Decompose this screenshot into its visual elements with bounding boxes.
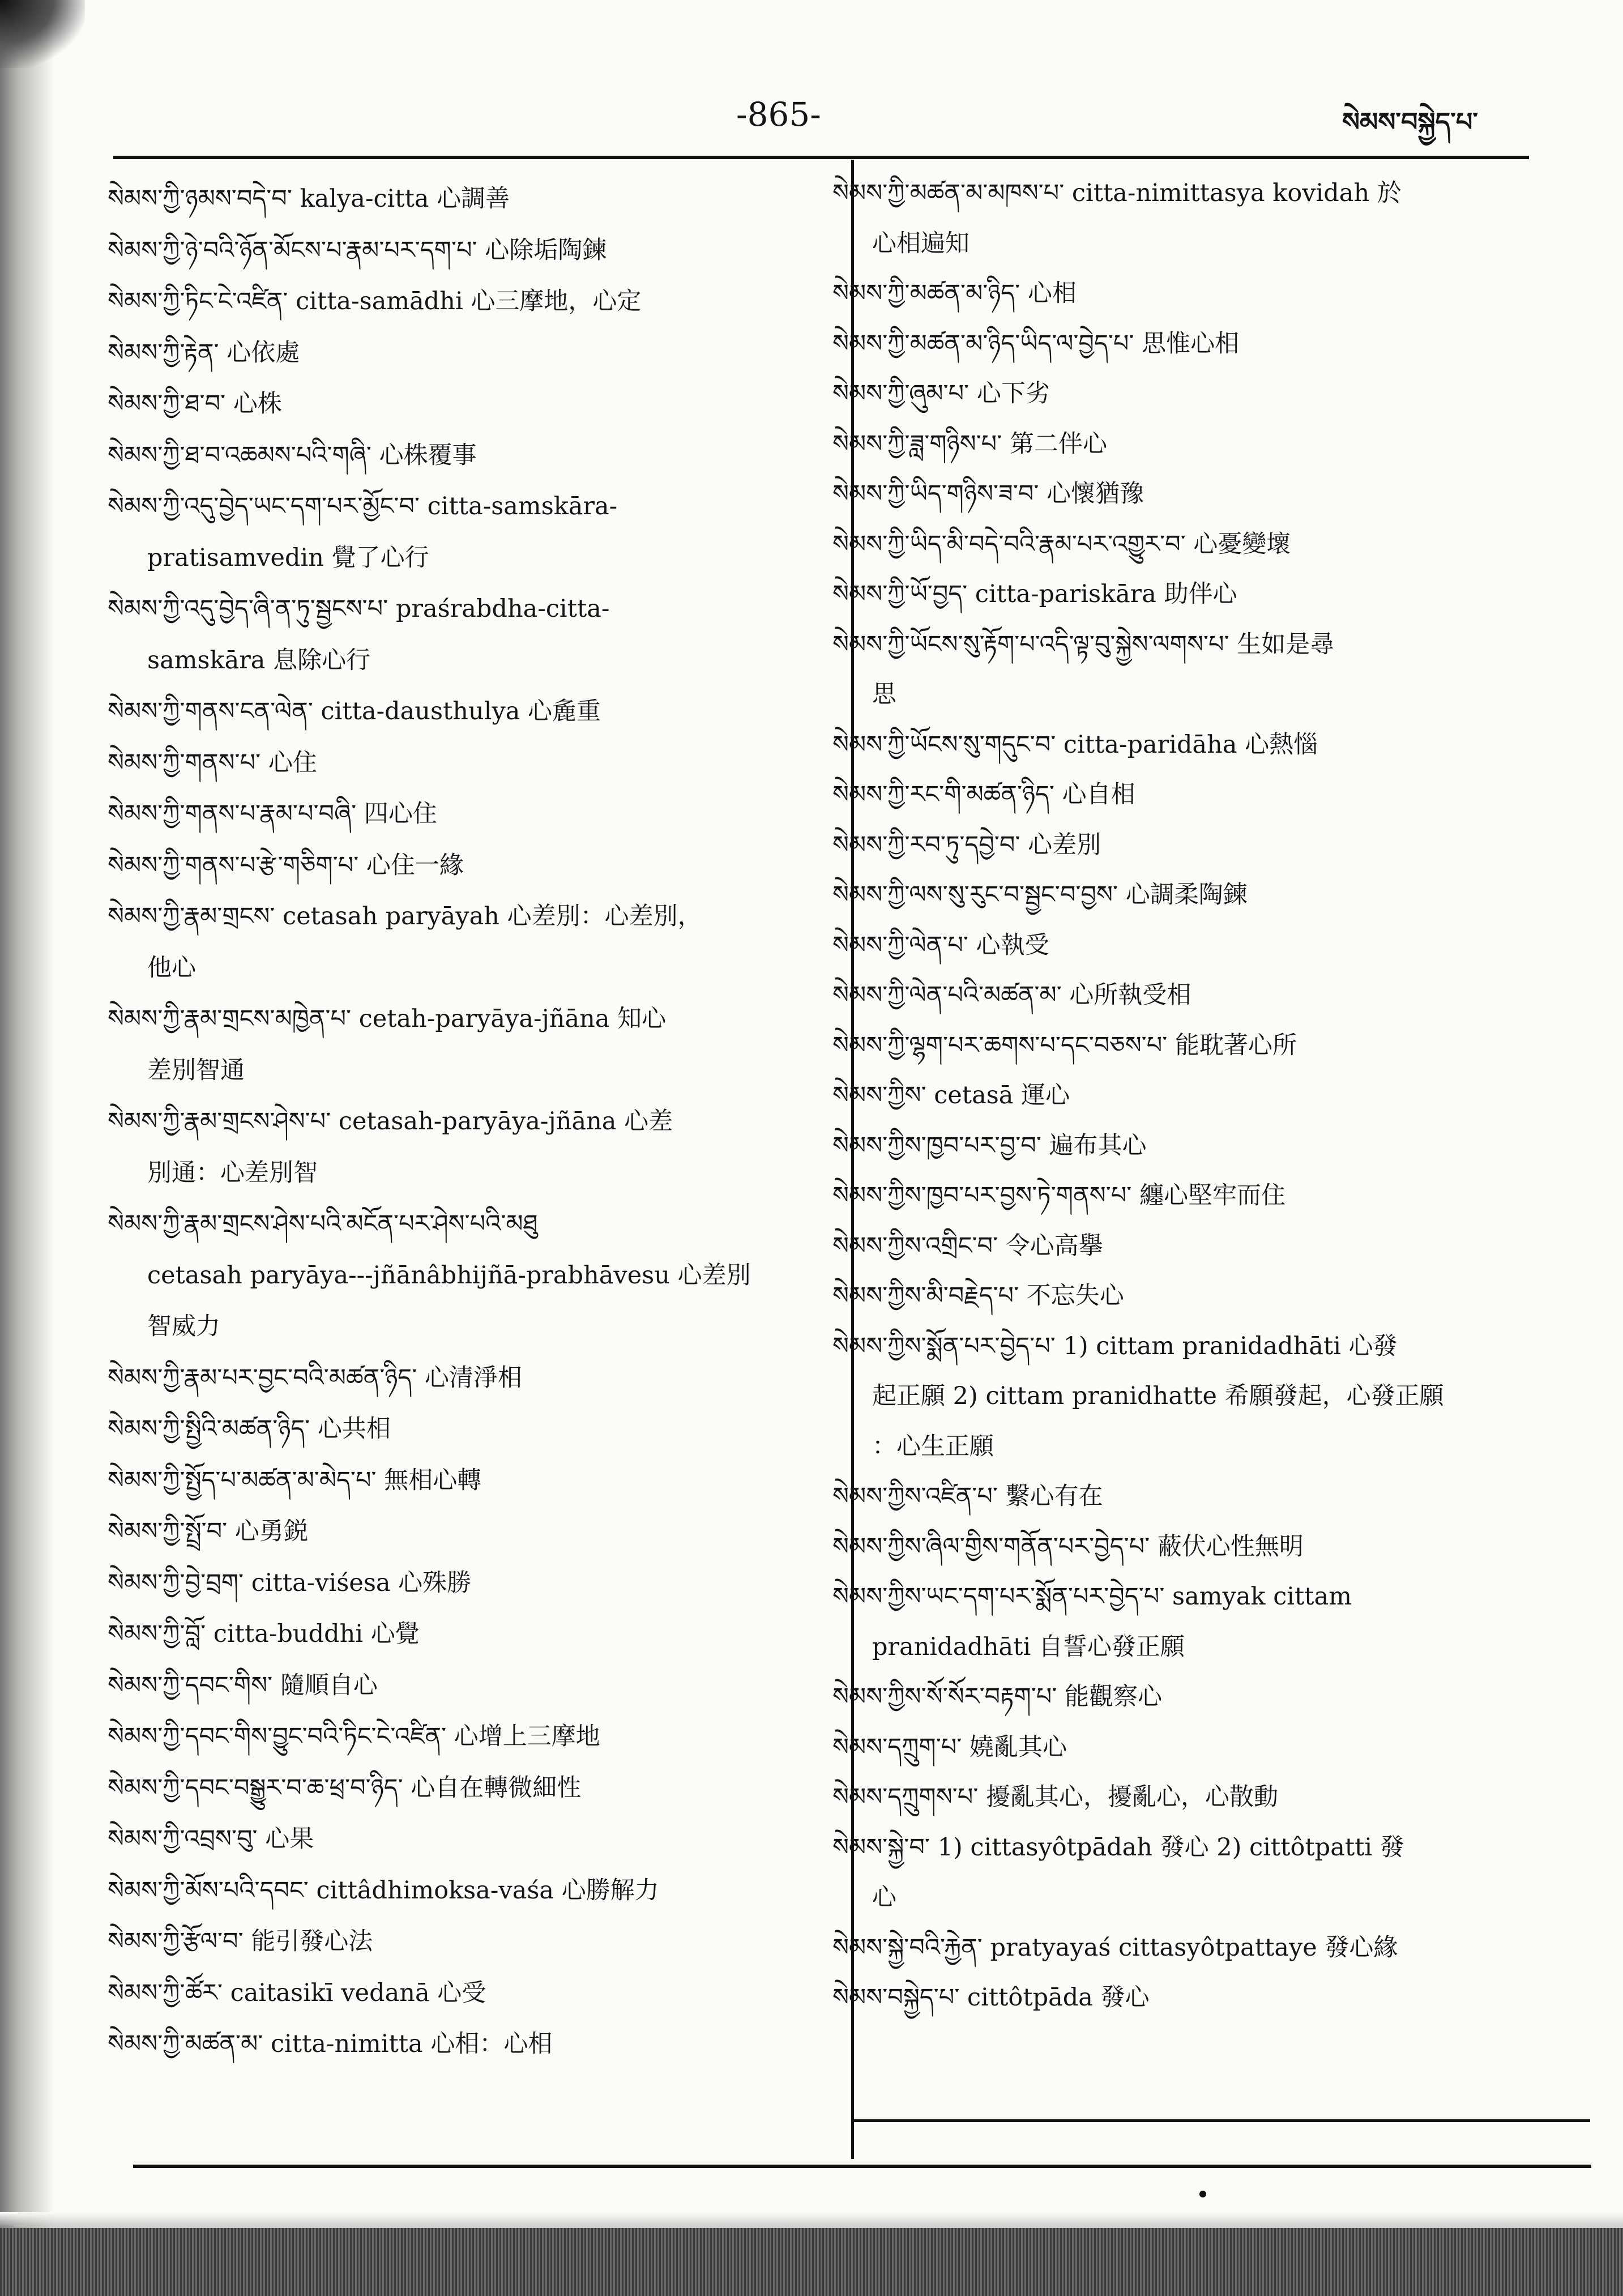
dictionary-line: སེམས་ཀྱི་གནས་ངན་ལེན་ citta-dausthulya 心麁重	[108, 697, 601, 725]
dictionary-line: 心	[872, 1883, 896, 1911]
stray-dot	[1199, 2191, 1206, 2197]
dictionary-line: 心相遍知	[872, 229, 969, 258]
dictionary-line: samskāra 息除心行	[147, 646, 371, 675]
page-number: -865-	[736, 95, 821, 134]
dictionary-line: སེམས་ཀྱི་སྤྱོད་པ་མཚན་མ་མེད་པ་ 無相心轉	[108, 1466, 482, 1495]
scan-bottom-fade	[0, 2212, 1623, 2229]
dictionary-line: སེམས་ཀྱིས་ཁྱབ་པར་བྱ་བ་ 遍布其心	[832, 1131, 1147, 1160]
dictionary-line: སེམས་ཀྱིས་འགྲིང་བ་ 令心高擧	[832, 1231, 1103, 1260]
dictionary-line: སེམས་ཀྱི་ཡིད་མི་བདེ་བའི་རྣམ་པར་འགྱུར་བ་ 心憂變壞	[832, 530, 1291, 558]
dictionary-line: སེམས་ཀྱི་ལྷག་པར་ཆགས་པ་དང་བཅས་པ་ 能耽著心所	[832, 1031, 1297, 1060]
dictionary-line: སེམས་ཀྱི་དབང་བསྒྱུར་བ་ཆ་ཕྲ་བ་ཉིད་ 心自在轉微細性	[108, 1773, 582, 1802]
dictionary-line: སེམས་ཀྱི་ཟླ་གཉིས་པ་ 第二伴心	[832, 429, 1107, 458]
dictionary-line: སེམས་ཀྱི་དབང་གིས་ 隨順自心	[108, 1671, 378, 1700]
dictionary-line: སེམས་ཀྱི་རྣམ་པར་བྱང་བའི་མཚན་ཉིད་ 心清淨相	[108, 1363, 522, 1392]
header-rule	[113, 156, 1529, 159]
dictionary-line: pranidadhāti 自誓心發正願	[872, 1632, 1185, 1661]
dictionary-line: སེམས་ཀྱི་ཏིང་ངེ་འཛིན་ citta-samādhi 心三摩地，心定	[108, 287, 642, 315]
dictionary-line: སེམས་ཀྱི་རྟེན་ 心依處	[108, 338, 300, 367]
dictionary-line: སེམས་ཀྱི་འདུ་བྱེད་ཡང་དག་པར་མྱོང་བ་ citta-samskāra-	[108, 492, 618, 520]
right-column-end-rule	[854, 2119, 1590, 2122]
dictionary-line: སེམས་ཀྱི་རབ་ཏུ་དབྱེ་བ་ 心差別	[832, 830, 1101, 859]
dictionary-line: སེམས་བསྐྱེད་པ་ cittôtpāda 發心	[832, 1983, 1150, 2012]
dictionary-line: སེམས་ཀྱི་གནས་པ་རྩེ་གཅིག་པ་ 心住一緣	[108, 851, 464, 880]
scan-corner-shadow	[0, 0, 85, 68]
dictionary-line: སེམས་ཀྱི་སྤྱིའི་མཚན་ཉིད་ 心共相	[108, 1415, 391, 1443]
dictionary-line: སེམས་ཀྱི་ཉམས་བདེ་བ་ kalya-citta 心調善	[108, 185, 510, 213]
dictionary-line: སེམས་ཀྱི་གནས་པ་ 心住	[108, 748, 317, 777]
dictionary-line: pratisamvedin 覺了心行	[147, 543, 429, 572]
dictionary-line: 差別智通	[147, 1056, 245, 1085]
dictionary-line: སེམས་ཀྱི་ཡོངས་སུ་གདུང་བ་ citta-paridāha 心熱惱	[832, 730, 1318, 759]
dictionary-line: སེམས་ཀྱི་གནས་པ་རྣམ་པ་བཞི་ 四心住	[108, 800, 437, 828]
dictionary-line: སེམས་ཀྱིས་མི་བརྗེད་པ་ 不忘失心	[832, 1282, 1124, 1310]
dictionary-line: སེམས་ཀྱི་ཡོ་བྱད་ citta-pariskāra 助伴心	[832, 580, 1237, 608]
dictionary-line: སེམས་ཀྱི་མཚན་མ་མཁས་པ་ citta-nimittasya kovidah 於	[832, 179, 1402, 207]
dictionary-line: cetasah paryāya---jñānâbhijñā-prabhāvesu 心差別	[147, 1261, 751, 1290]
dictionary-line: 別通：心差別智	[147, 1158, 318, 1187]
dictionary-line: སེམས་ཀྱི་ཚོར་ caitasikī vedanā 心受	[108, 1978, 486, 2007]
dictionary-line: སེམས་ཀྱི་ཞུམ་པ་ 心下劣	[832, 379, 1050, 408]
dictionary-line: སེམས་དཀྲུགས་པ་ 擾亂其心，擾亂心，心散動	[832, 1783, 1279, 1811]
dictionary-line: སེམས་ཀྱི་རྩོལ་བ་ 能引發心法	[108, 1927, 373, 1956]
dictionary-line: སེམས་སྐྱེ་བའི་རྐྱེན་ pratyayaś cittasyôtpattaye 發心緣	[832, 1933, 1398, 1962]
dictionary-line: སེམས་ཀྱི་ལས་སུ་རུང་བ་སྦྱང་བ་བྱས་ 心調柔陶鍊	[832, 881, 1248, 909]
footer-rule	[133, 2165, 1591, 2168]
dictionary-line: སེམས་ཀྱི་མོས་པའི་དབང་ cittâdhimoksa-vaśa 心勝解力	[108, 1876, 659, 1905]
dictionary-line: སེམས་ཀྱི་ཐ་བ་འཆམས་པའི་གཞི་ 心株覆事	[108, 441, 477, 470]
dictionary-line: སེམས་སྐྱེ་བ་ 1) cittasyôtpādah 發心 2) cittôtpatti 發	[832, 1833, 1404, 1862]
dictionary-line: 思	[872, 680, 896, 709]
dictionary-line: སེམས་ཀྱི་ཡོངས་སུ་རྟོག་པ་འདི་ལྟ་བུ་སྐྱེས་ལགས་པ་ 生如是尋	[832, 630, 1335, 659]
running-head: སེམས་བསྐྱེད་པ་	[1342, 106, 1479, 137]
dictionary-line: སེམས་ཀྱིས་ཁྱབ་པར་བྱས་ཏེ་གནས་པ་ 纏心堅牢而住	[832, 1181, 1286, 1210]
dictionary-line: སེམས་ཀྱི་བྱེ་བྲག་ citta-viśesa 心殊勝	[108, 1568, 472, 1597]
dictionary-line: སེམས་ཀྱི་མཚན་མ་ citta-nimitta 心相：心相	[108, 2030, 553, 2058]
dictionary-line: སེམས་ཀྱི་ཉེ་བའི་ཉོན་མོངས་པ་རྣམ་པར་དག་པ་ 心除垢陶鍊	[108, 236, 607, 264]
dictionary-line: སེམས་དཀྲུག་པ་ 嬈亂其心	[832, 1732, 1067, 1761]
dictionary-line: སེམས་ཀྱི་རང་གི་མཚན་ཉིད་ 心自相	[832, 780, 1135, 809]
dictionary-line: སེམས་ཀྱིས་ཡང་དག་པར་སྨོན་པར་བྱེད་པ་ samyak cittam	[832, 1582, 1352, 1611]
dictionary-line: སེམས་ཀྱི་ལེན་པ་ 心執受	[832, 931, 1049, 959]
dictionary-line: སེམས་ཀྱི་འབྲས་བུ་ 心果	[108, 1825, 314, 1853]
dictionary-line: 他心	[147, 953, 196, 982]
dictionary-line: སེམས་ཀྱི་མཚན་མ་ཉིད་ཡིད་ལ་བྱེད་པ་ 思惟心相	[832, 329, 1240, 358]
dictionary-line: 起正願 2) cittam pranidhatte 希願發起，心發正願	[872, 1382, 1444, 1410]
dictionary-line: སེམས་ཀྱི་ཡིད་གཉིས་ཟ་བ་ 心懷猶豫	[832, 480, 1144, 508]
dictionary-line: སེམས་ཀྱིས་སོ་སོར་བརྟག་པ་ 能觀察心	[832, 1683, 1163, 1711]
dictionary-line: སེམས་ཀྱིས་ཞིལ་གྱིས་གནོན་པར་བྱེད་པ་ 蔽伏心性無明	[832, 1532, 1304, 1561]
dictionary-line: སེམས་ཀྱི་མཚན་མ་ཉིད་ 心相	[832, 279, 1077, 308]
dictionary-line: སེམས་ཀྱིས་སྨོན་པར་བྱེད་པ་ 1) cittam pranidadhāti 心發	[832, 1331, 1398, 1360]
dictionary-line: སེམས་ཀྱི་ཐ་བ་ 心株	[108, 390, 282, 418]
scan-binding-shadow	[0, 0, 54, 2296]
scan-bottom-edge	[0, 2228, 1623, 2296]
dictionary-line: སེམས་ཀྱི་རྣམ་གྲངས་མཁྱེན་པ་ cetah-paryāya-jñāna 知心	[108, 1005, 667, 1033]
dictionary-line: སེམས་ཀྱི་འདུ་བྱེད་ཞི་ན་ཏུ་སྦྱངས་པ་ praśrabdha-citta-	[108, 595, 610, 623]
dictionary-line: 智威力	[147, 1312, 220, 1341]
dictionary-line: སེམས་ཀྱི་དབང་གིས་བྱུང་བའི་ཏིང་ངེ་འཛིན་ 心增上三摩地	[108, 1722, 600, 1751]
dictionary-line: སེམས་ཀྱི་སྤྲོ་བ་ 心勇鋭	[108, 1517, 308, 1546]
dictionary-line: ：心生正願	[872, 1432, 994, 1461]
dictionary-line: སེམས་ཀྱི་ལེན་པའི་མཚན་མ་ 心所執受相	[832, 981, 1191, 1009]
dictionary-line: སེམས་ཀྱི་རྣམ་གྲངས་ཤེས་པའི་མངོན་པར་ཤེས་པའི་མཐུ	[108, 1210, 538, 1238]
dictionary-line: སེམས་ཀྱི་རྣམ་གྲངས་ cetasah paryāyah 心差別：心差別，	[108, 902, 702, 931]
dictionary-line: སེམས་ཀྱིས་འཛིན་པ་ 繫心有在	[832, 1482, 1103, 1510]
dictionary-line: སེམས་ཀྱིས་ cetasā 運心	[832, 1081, 1070, 1109]
dictionary-line: སེམས་ཀྱི་བློ་ citta-buddhi 心覺	[108, 1620, 420, 1648]
dictionary-line: སེམས་ཀྱི་རྣམ་གྲངས་ཤེས་པ་ cetasah-paryāya-jñāna 心差	[108, 1107, 673, 1136]
